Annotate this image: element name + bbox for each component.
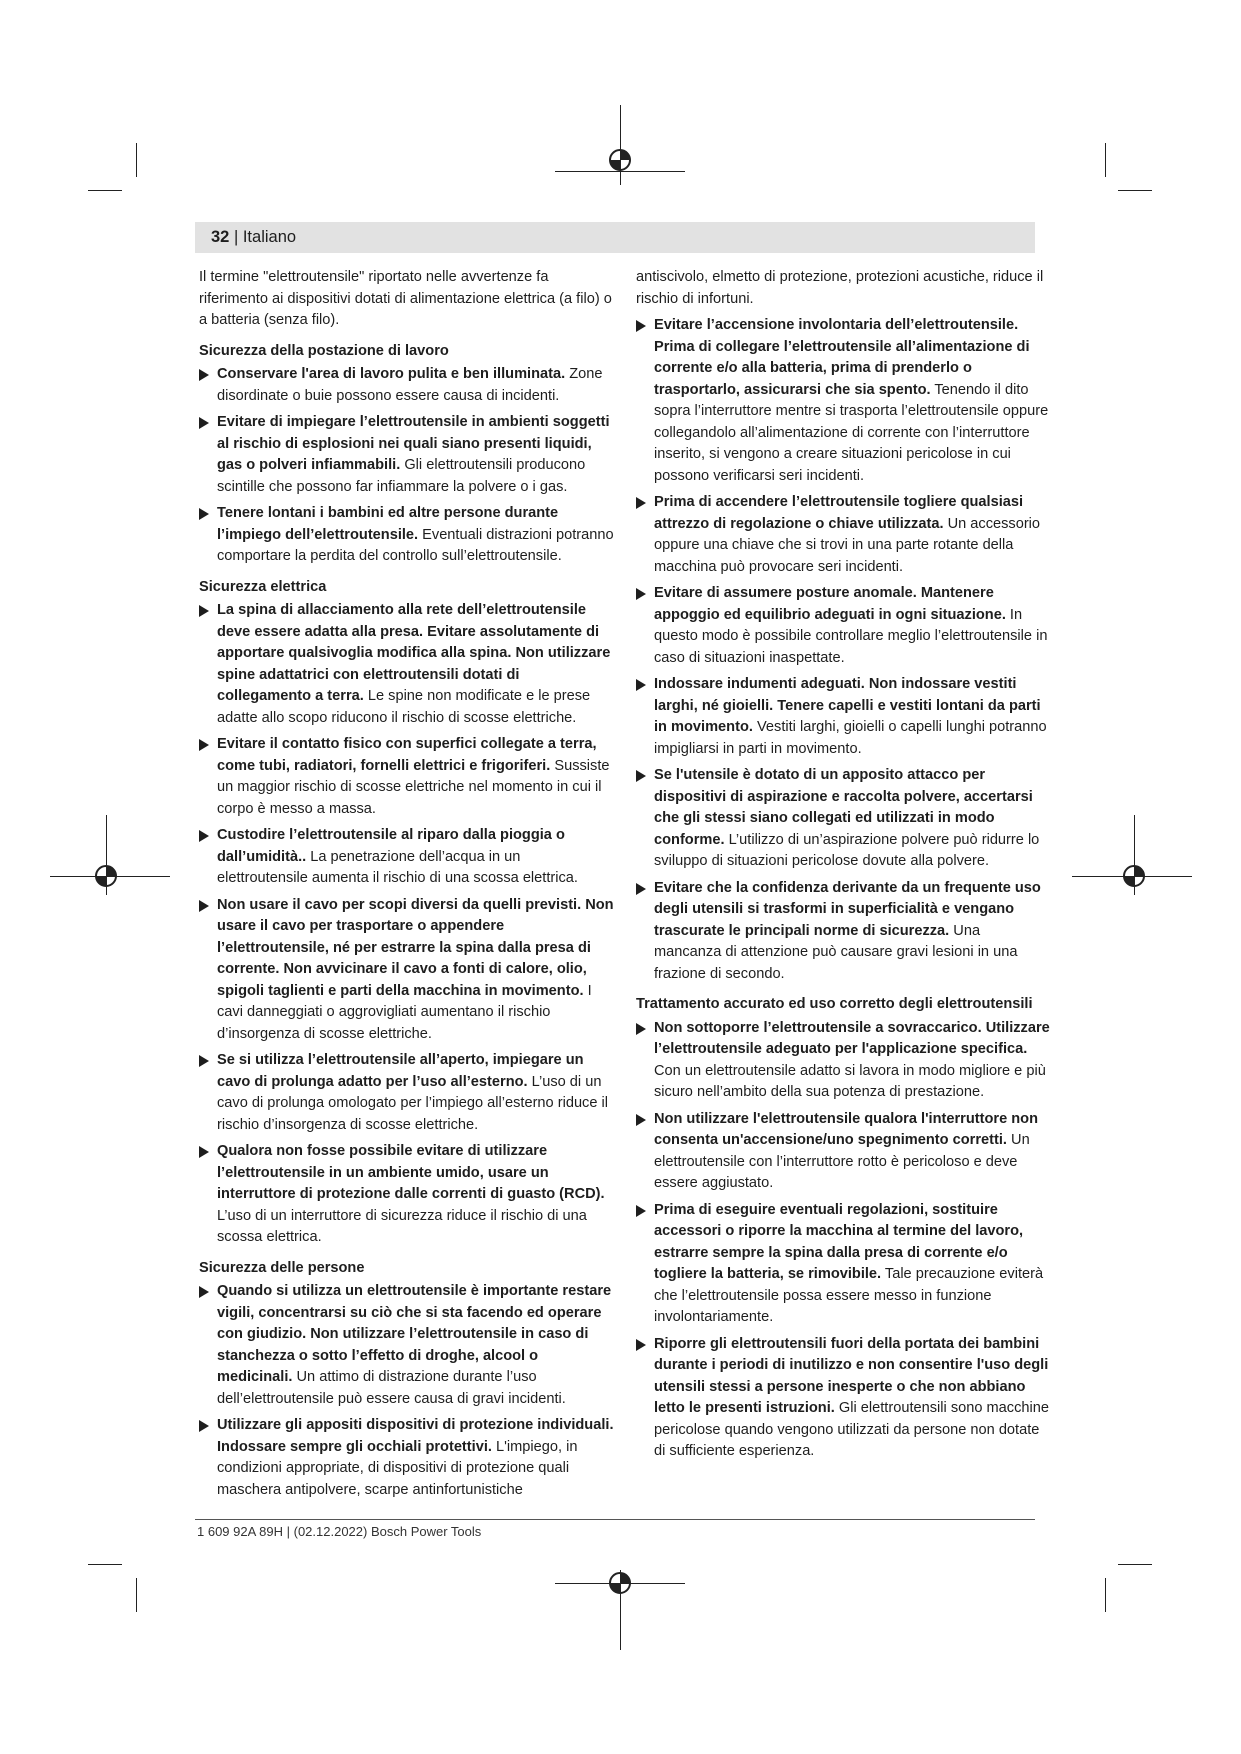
section-heading: Sicurezza della postazione di lavoro [199, 342, 449, 359]
list-item: Non sottoporre l’elettroutensile a sovraccarico. Utilizzare l’elettroutensile adeguato per l'applicazione specifica. Con un elettroutensile adatto si lavora in modo migliore e più sicuro nell’ambito della sua potenza di prestazione. [636, 1018, 1051, 1104]
registration-mark-icon [608, 1571, 632, 1595]
list-item: Evitare che la confidenza derivante da un frequente uso degli utensili si trasformi in superficialità e vengano trascurate le principali norme di sicurezza. Una mancanza di attenzione può causare gravi lesioni in una frazione di secondo. [636, 878, 1051, 986]
list-item: Prima di eseguire eventuali regolazioni, sostituire accessori o riporre la macchina al termine del lavoro, estrarre sempre la spina dalla presa di corrente e/o togliere la batteria, se rimovibile. Tale precauzione eviterà che l’elettroutensile possa essere messo in funzione involontariamente. [636, 1200, 1051, 1329]
crop-mark [136, 1578, 137, 1612]
list-item: Evitare il contatto fisico con superfici collegate a terra, come tubi, radiatori, fornelli elettrici e frigoriferi. Sussiste un maggior rischio di scosse elettriche nel momento in cui il corpo è messo a massa. [199, 734, 614, 820]
bullet-triangle-icon [636, 1339, 646, 1351]
registration-mark-icon [1122, 864, 1146, 888]
crop-mark [136, 143, 137, 177]
bullet-list [199, 600, 614, 1249]
registration-mark-icon [608, 148, 632, 172]
registration-mark-icon [94, 864, 118, 888]
page-header [195, 222, 1035, 253]
section-heading: Sicurezza delle persone [199, 1259, 365, 1276]
bullet-triangle-icon [636, 497, 646, 509]
intro-paragraph: Il termine "elettroutensile" riportato nelle avvertenze fa riferimento ai dispositivi dotati di alimentazione elettrica (a filo) o a batteria (senza filo). [199, 269, 612, 328]
bullet-list [199, 1281, 614, 1501]
list-item: Quando si utilizza un elettroutensile è importante restare vigili, concentrarsi su ciò che si sta facendo ed operare con giudizio. Non utilizzare l’elettroutensile in caso di stanchezza o sotto l’effetto di droghe, alcool o medicinali. Un attimo di distrazione durante l’uso dell’elettroutensile può essere causa di gravi incidenti. [199, 1281, 614, 1410]
header-language: Italiano [242, 228, 297, 246]
left-column [199, 267, 614, 1510]
continued-text: antiscivolo, elmetto di protezione, protezioni acustiche, riduce il rischio di infortuni. [636, 269, 1044, 307]
list-item: Indossare indumenti adeguati. Non indossare vestiti larghi, né gioielli. Tenere capelli e vestiti lontani da parti in movimento. Vestiti larghi, gioielli o capelli lunghi potranno impigliarsi in parti in movimento. [636, 674, 1051, 760]
crop-mark [1118, 1564, 1152, 1565]
page-number: 32 [211, 228, 230, 246]
list-item: Conservare l'area di lavoro pulita e ben illuminata. Zone disordinate o buie possono essere causa di incidenti. [199, 364, 614, 407]
bullet-triangle-icon [199, 830, 209, 842]
page-footer: 1 609 92A 89H | (02.12.2022) Bosch Power Tools [197, 1524, 482, 1539]
list-item: Non utilizzare l'elettroutensile qualora l'interruttore non consenta un'accensione/uno spegnimento corretti. Un elettroutensile con l’interruttore rotto è pericoloso e deve essere aggiustato. [636, 1109, 1051, 1195]
right-column [636, 267, 1051, 1472]
section-heading: Sicurezza elettrica [199, 578, 327, 595]
list-item: Tenere lontani i bambini ed altre persone durante l’impiego dell’elettroutensile. Eventuali distrazioni potranno comportare la perdita del controllo sull’elettroutensile. [199, 503, 614, 568]
list-item: Prima di accendere l’elettroutensile togliere qualsiasi attrezzo di regolazione o chiave utilizzata. Un accessorio oppure una chiave che si trovi in una parte rotante della macchina può provocare seri incidenti. [636, 492, 1051, 578]
bullet-triangle-icon [636, 770, 646, 782]
list-item: Evitare di impiegare l’elettroutensile in ambienti soggetti al rischio di esplosioni nei quali siano presenti liquidi, gas o polveri infiammabili. Gli elettroutensili producono scintille che possono far infiammare la polvere o i gas. [199, 412, 614, 498]
list-item: La spina di allacciamento alla rete dell’elettroutensile deve essere adatta alla presa. Evitare assolutamente di apportare qualsivoglia modifica alla spina. Non utilizzare spine adattatrici con elettroutensili dotati di collegamento a terra. Le spine non modificate e le prese adatte allo scopo riducono il rischio di scosse elettriche. [199, 600, 614, 729]
crop-mark [1105, 143, 1106, 177]
crop-mark [88, 1564, 122, 1565]
section-heading: Trattamento accurato ed uso corretto degli elettroutensili [636, 996, 1033, 1012]
crop-mark [1118, 190, 1152, 191]
bullet-triangle-icon [636, 883, 646, 895]
bullet-triangle-icon [199, 739, 209, 751]
bullet-triangle-icon [199, 1420, 209, 1432]
bullet-list [636, 315, 1051, 985]
list-item: Evitare l’accensione involontaria dell’elettroutensile. Prima di collegare l’elettroutensile all’alimentazione di corrente e/o alla batteria, prima di prenderlo o trasportarlo, assicurarsi che sia spento. Tenendo il dito sopra l’interruttore mentre si trasporta l’elettroutensile oppure collegandolo all’alimentazione di corrente con l’interruttore inserito, si vengono a creare situazioni pericolose in cui possono verificarsi seri incidenti. [636, 315, 1051, 487]
bullet-triangle-icon [199, 1055, 209, 1067]
crop-mark [1105, 1578, 1106, 1612]
bullet-triangle-icon [199, 508, 209, 520]
crosshair-line [620, 105, 621, 185]
bullet-triangle-icon [199, 1286, 209, 1298]
bullet-triangle-icon [199, 900, 209, 912]
bullet-triangle-icon [199, 417, 209, 429]
list-item: Custodire l’elettroutensile al riparo dalla pioggia o dall’umidità.. La penetrazione dell’acqua in un elettroutensile aumenta il rischio di una scossa elettrica. [199, 825, 614, 890]
bullet-triangle-icon [636, 1023, 646, 1035]
bullet-triangle-icon [199, 1146, 209, 1158]
header-separator: | [233, 228, 239, 246]
bullet-list [199, 364, 614, 568]
list-item: Utilizzare gli appositi dispositivi di protezione individuali. Indossare sempre gli occhiali protettivi. L'impiego, in condizioni appropriate, di dispositivi di protezione quali maschera antipolvere, scarpe antinfortunistiche [199, 1415, 614, 1501]
list-item: Se l'utensile è dotato di un apposito attacco per dispositivi di aspirazione e raccolta polvere, accertarsi che gli stessi siano collegati ed utilizzati in modo conforme. L’utilizzo di un’aspirazione polvere può ridurre lo sviluppo di situazioni pericolose dovute alla polvere. [636, 765, 1051, 873]
list-item: Qualora non fosse possibile evitare di utilizzare l’elettroutensile in un ambiente umido, usare un interruttore di protezione dalle correnti di guasto (RCD). L’uso di un interruttore di sicurezza riduce il rischio di una scossa elettrica. [199, 1141, 614, 1249]
list-item: Se si utilizza l’elettroutensile all’aperto, impiegare un cavo di prolunga adatto per l’uso all’esterno. L’uso di un cavo di prolunga omologato per l’impiego all’esterno riduce il rischio d’insorgenza di scosse elettriche. [199, 1050, 614, 1136]
bullet-triangle-icon [636, 679, 646, 691]
bullet-triangle-icon [636, 1114, 646, 1126]
crop-mark [88, 190, 122, 191]
bullet-triangle-icon [199, 369, 209, 381]
bullet-list [636, 1018, 1051, 1463]
list-item: Non usare il cavo per scopi diversi da quelli previsti. Non usare il cavo per trasportare o appendere l’elettroutensile, né per estrarre la spina dalla presa di corrente. Non avvicinare il cavo a fonti di calore, olio, spigoli taglienti e parti della macchina in movimento. I cavi danneggiati o aggrovigliati aumentano il rischio d’insorgenza di scosse elettriche. [199, 895, 614, 1046]
list-item: Riporre gli elettroutensili fuori della portata dei bambini durante i periodi di inutilizzo e non consentire l'uso degli utensili stessi a persone inesperte o che non abbiano letto le presenti istruzioni. Gli elettroutensili sono macchine pericolose quando vengono utilizzati da persone non dotate di sufficiente esperienza. [636, 1334, 1051, 1463]
list-item: Evitare di assumere posture anomale. Mantenere appoggio ed equilibrio adeguati in ogni situazione. In questo modo è possibile controllare meglio l’elettroutensile in caso di situazioni inaspettate. [636, 583, 1051, 669]
bullet-triangle-icon [199, 605, 209, 617]
bullet-triangle-icon [636, 320, 646, 332]
bullet-triangle-icon [636, 588, 646, 600]
bullet-triangle-icon [636, 1205, 646, 1217]
footer-divider [195, 1519, 1035, 1520]
